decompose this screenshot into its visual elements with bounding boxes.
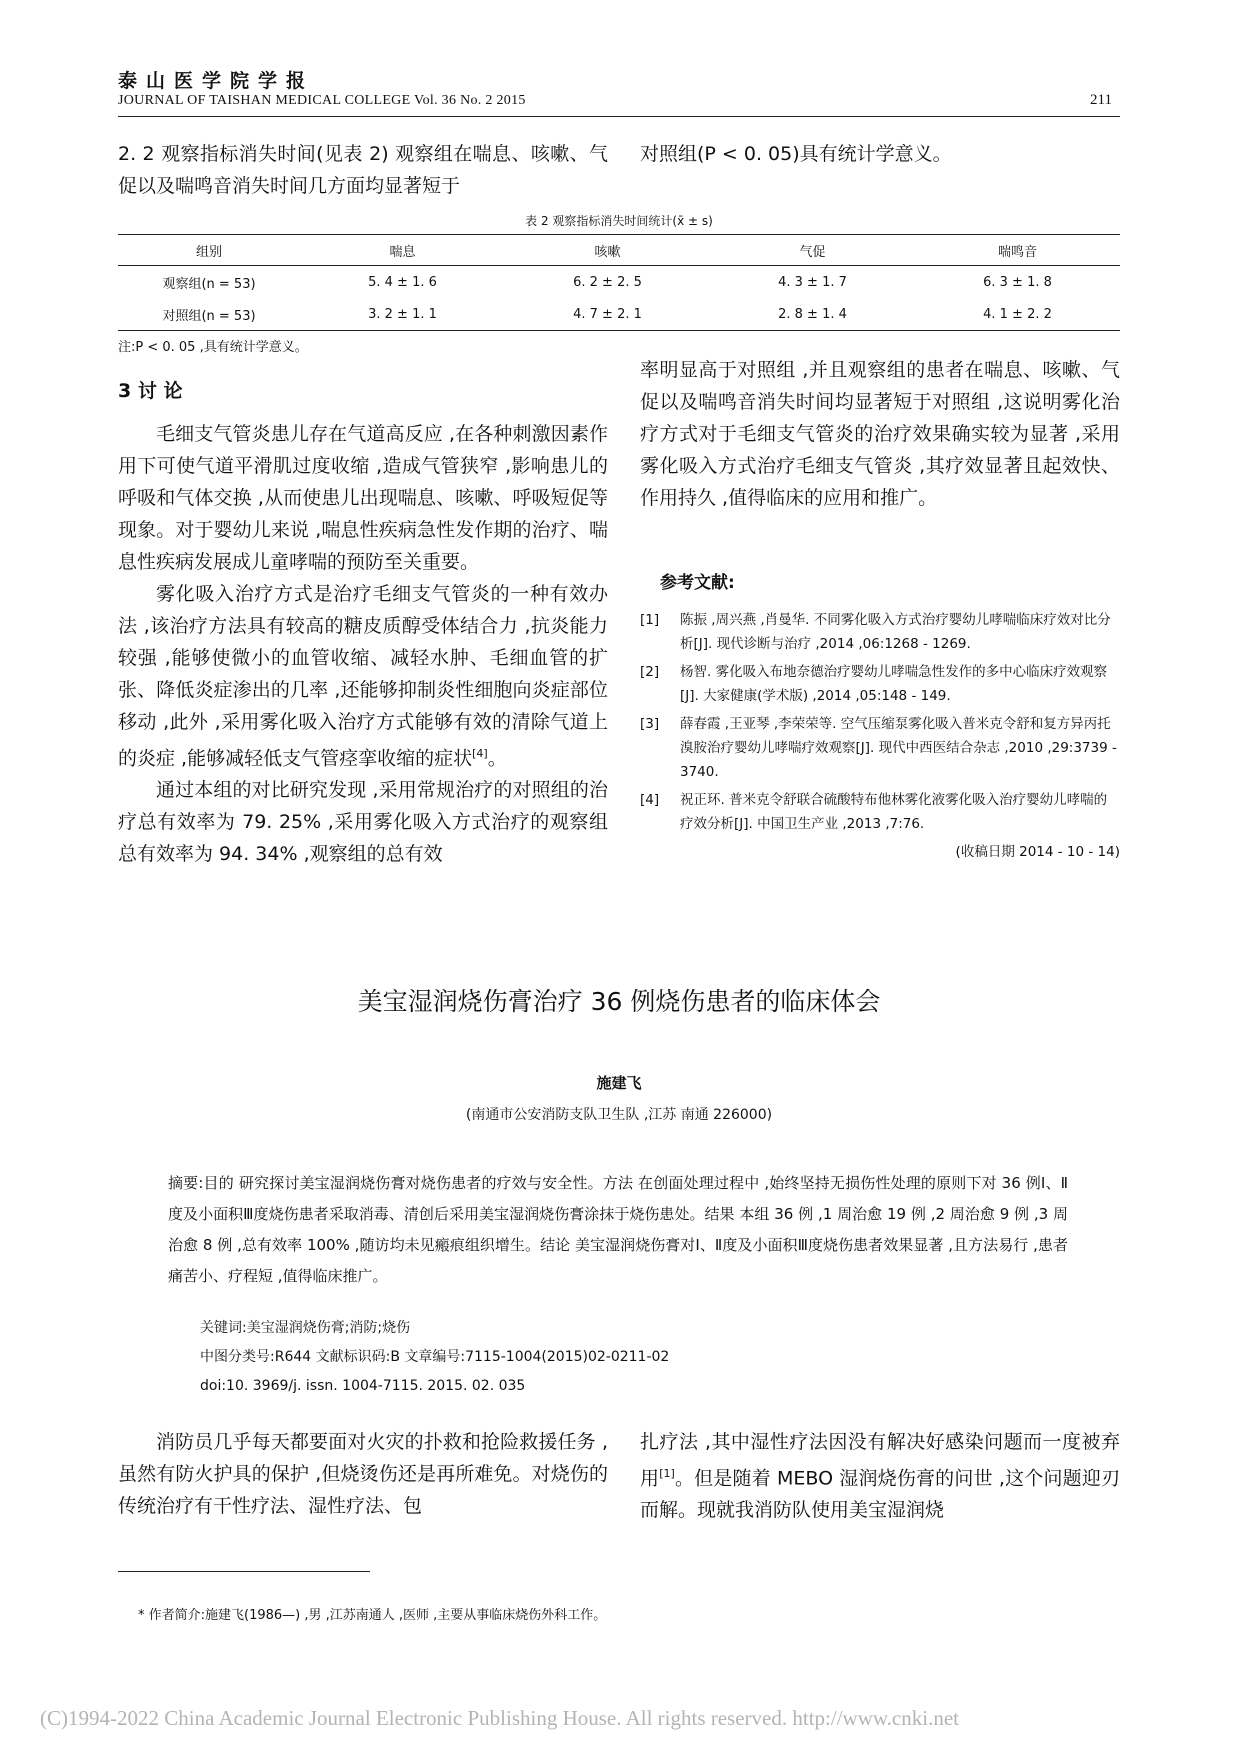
journal-title-cn: 泰山医学院学报 (118, 70, 315, 92)
table-header-cell: 喘息 (300, 235, 505, 266)
table-cell: 6. 3 ± 1. 8 (983, 274, 1052, 290)
table-header-row (118, 235, 1120, 266)
author-affiliation: (南通市公安消防支队卫生队 ,江苏 南通 226000) (465, 1107, 773, 1123)
footnote: * 作者简介:施建飞(1986—) ,男 ,江苏南通人 ,医师 ,主要从事临床烧伤外科工作。 (138, 1608, 607, 1623)
table-header-cell: 组别 (118, 235, 300, 266)
section-heading-discussion: 3 讨 论 (118, 380, 183, 402)
section-2-2-text-cont: 对照组(P < 0. 05)具有统计学意义。 (640, 143, 952, 165)
table-cell: 5. 4 ± 1. 6 (368, 274, 437, 290)
reference-item: [1] 陈振 ,周兴燕 ,肖曼华. 不同雾化吸入方式治疗婴幼儿哮喘临床疗效对比分析[J]. 现代诊断与治疗 ,2014 ,06:1268 - 1269. (640, 612, 1111, 652)
reference-list (640, 608, 1120, 864)
table-cell: 4. 7 ± 2. 1 (505, 298, 710, 331)
discussion-left-column (118, 418, 608, 870)
page-number: 211 (1090, 92, 1112, 108)
table-row (118, 266, 1120, 299)
copyright-notice: (C)1994-2022 China Academic Journal Electronic Publishing House. All rights reserved. http://www.cnki.net (40, 1706, 959, 1730)
table-header-cell: 喘鸣音 (915, 235, 1120, 266)
table-caption: 表 2 观察指标消失时间统计(x̄ ± s) (525, 214, 713, 228)
table-row (118, 298, 1120, 331)
discussion-paragraph-1: 毛细支气管炎患儿存在气道高反应 ,在各种刺激因素作用下可使气道平滑肌过度收缩 ,造成气管狭窄 ,影响患儿的呼吸和气体交换 ,从而使患儿出现喘息、咳嗽、呼吸短促等现象。对于婴幼儿来说 ,喘息性疾病急性发作期的治疗、喘息性疾病发展成儿童哮喘的预防至关重要。 (118, 423, 608, 573)
footnote-rule (118, 1571, 370, 1572)
discussion-right-column (640, 354, 1120, 514)
abstract: 摘要:目的 研究探讨美宝湿润烧伤膏对烧伤患者的疗效与安全性。方法 在创面处理过程中 ,始终坚持无损伤性处理的原则下对 36 例Ⅰ、Ⅱ度及小面积Ⅲ度烧伤患者采取消毒、清创后采用美宝湿润烧伤膏涂抹于烧伤患处。结果 本组 36 例 ,1 周治愈 19 例 ,2 周治愈 9 例 ,3 周治愈 8 例 ,总有效率 100% ,随访均未见瘢痕组织增生。结论 美宝湿润烧伤膏对Ⅰ、Ⅱ度及小面积Ⅲ度烧伤患者效果显著 ,且方法易行 ,患者痛苦小、疗程短 ,值得临床推广。 (168, 1174, 1068, 1285)
table-cell: 观察组(n = 53) (162, 276, 256, 292)
author-name: 施建飞 (596, 1074, 642, 1092)
data-table (118, 234, 1120, 331)
table-cell: 对照组(n = 53) (118, 298, 300, 331)
header-rule (118, 116, 1120, 117)
table-cell: 3. 2 ± 1. 1 (300, 298, 505, 331)
table-note: 注:P < 0. 05 ,具有统计学意义。 (118, 340, 308, 355)
journal-title-en: JOURNAL OF TAISHAN MEDICAL COLLEGE Vol. 36 No. 2 2015 (118, 93, 526, 108)
received-date: (收稿日期 2014 - 10 - 14) (955, 844, 1120, 860)
keywords: 关键词:美宝湿润烧伤膏;消防;烧伤 (200, 1320, 411, 1336)
discussion-paragraph-2: 雾化吸入治疗方式是治疗毛细支气管炎的一种有效办法 ,该治疗方法具有较高的糖皮质醇受体结合力 ,抗炎能力较强 ,能够使微小的血管收缩、减轻水肿、毛细血管的扩张、降低炎症渗出的几率 ,还能够抑制炎性细胞向炎症部位移动 ,此外 ,采用雾化吸入治疗方式能够有效的清除气道上的炎症 ,能够减轻低支气管痉挛收缩的症状[4]。 (118, 583, 608, 770)
references-heading: 参考文献: (660, 573, 735, 593)
table-cell: 4. 3 ± 1. 7 (778, 274, 847, 290)
reference-item: [4] 祝正环. 普米克令舒联合硫酸特布他林雾化液雾化吸入治疗婴幼儿哮喘的疗效分析[J]. 中国卫生产业 ,2013 ,7:76. (640, 792, 1108, 832)
table-cell: 2. 8 ± 1. 4 (710, 298, 915, 331)
citation: [1] (659, 1467, 675, 1480)
citation: [4] (472, 747, 488, 760)
doi: doi:10. 3969/j. issn. 1004-7115. 2015. 02. 035 (200, 1378, 526, 1394)
table-header-cell: 咳嗽 (505, 235, 710, 266)
table-cell: 6. 2 ± 2. 5 (573, 274, 642, 290)
discussion-paragraph-3: 通过本组的对比研究发现 ,采用常规治疗的对照组的治疗总有效率为 79. 25% ,采用雾化吸入方式治疗的观察组总有效率为 94. 34% ,观察组的总有效 (118, 779, 608, 866)
table-cell: 4. 1 ± 2. 2 (915, 298, 1120, 331)
intro-left-column: 消防员几乎每天都要面对火灾的扑救和抢险救援任务 ,虽然有防火护具的保护 ,但烧烫伤还是再所难免。对烧伤的传统治疗有干性疗法、湿性疗法、包 (118, 1431, 608, 1517)
article-title: 美宝湿润烧伤膏治疗 36 例烧伤患者的临床体会 (357, 987, 881, 1016)
reference-item: [3] 薛春霞 ,王亚琴 ,李荣荣等. 空气压缩泵雾化吸入普米克令舒和复方异丙托溴胺治疗婴幼儿哮喘疗效观察[J]. 现代中西医结合杂志 ,2010 ,29:3739 - 3740. (640, 716, 1117, 780)
section-2-2-text: 2. 2 观察指标消失时间(见表 2) 观察组在喘息、咳嗽、气促以及喘鸣音消失时间几方面均显著短于 (118, 143, 608, 197)
classification-codes: 中图分类号:R644 文献标识码:B 文章编号:7115-1004(2015)02-0211-02 (200, 1349, 670, 1365)
discussion-paragraph-3-cont: 率明显高于对照组 ,并且观察组的患者在喘息、咳嗽、气促以及喘鸣音消失时间均显著短于对照组 ,这说明雾化治疗方式对于毛细支气管炎的治疗效果确实较为显著 ,采用雾化吸入方式治疗毛细支气管炎 ,其疗效显著且起效快、作用持久 ,值得临床的应用和推广。 (640, 359, 1120, 509)
table-header-cell: 气促 (710, 235, 915, 266)
reference-item: [2] 杨智. 雾化吸入布地奈德治疗婴幼儿哮喘急性发作的多中心临床疗效观察[J]. 大家健康(学术版) ,2014 ,05:148 - 149. (640, 664, 1108, 704)
intro-right-column: 扎疗法 ,其中湿性疗法因没有解决好感染问题而一度被弃用[1]。但是随着 MEBO 湿润烧伤膏的问世 ,这个问题迎刃而解。现就我消防队使用美宝湿润烧 (640, 1431, 1120, 1522)
